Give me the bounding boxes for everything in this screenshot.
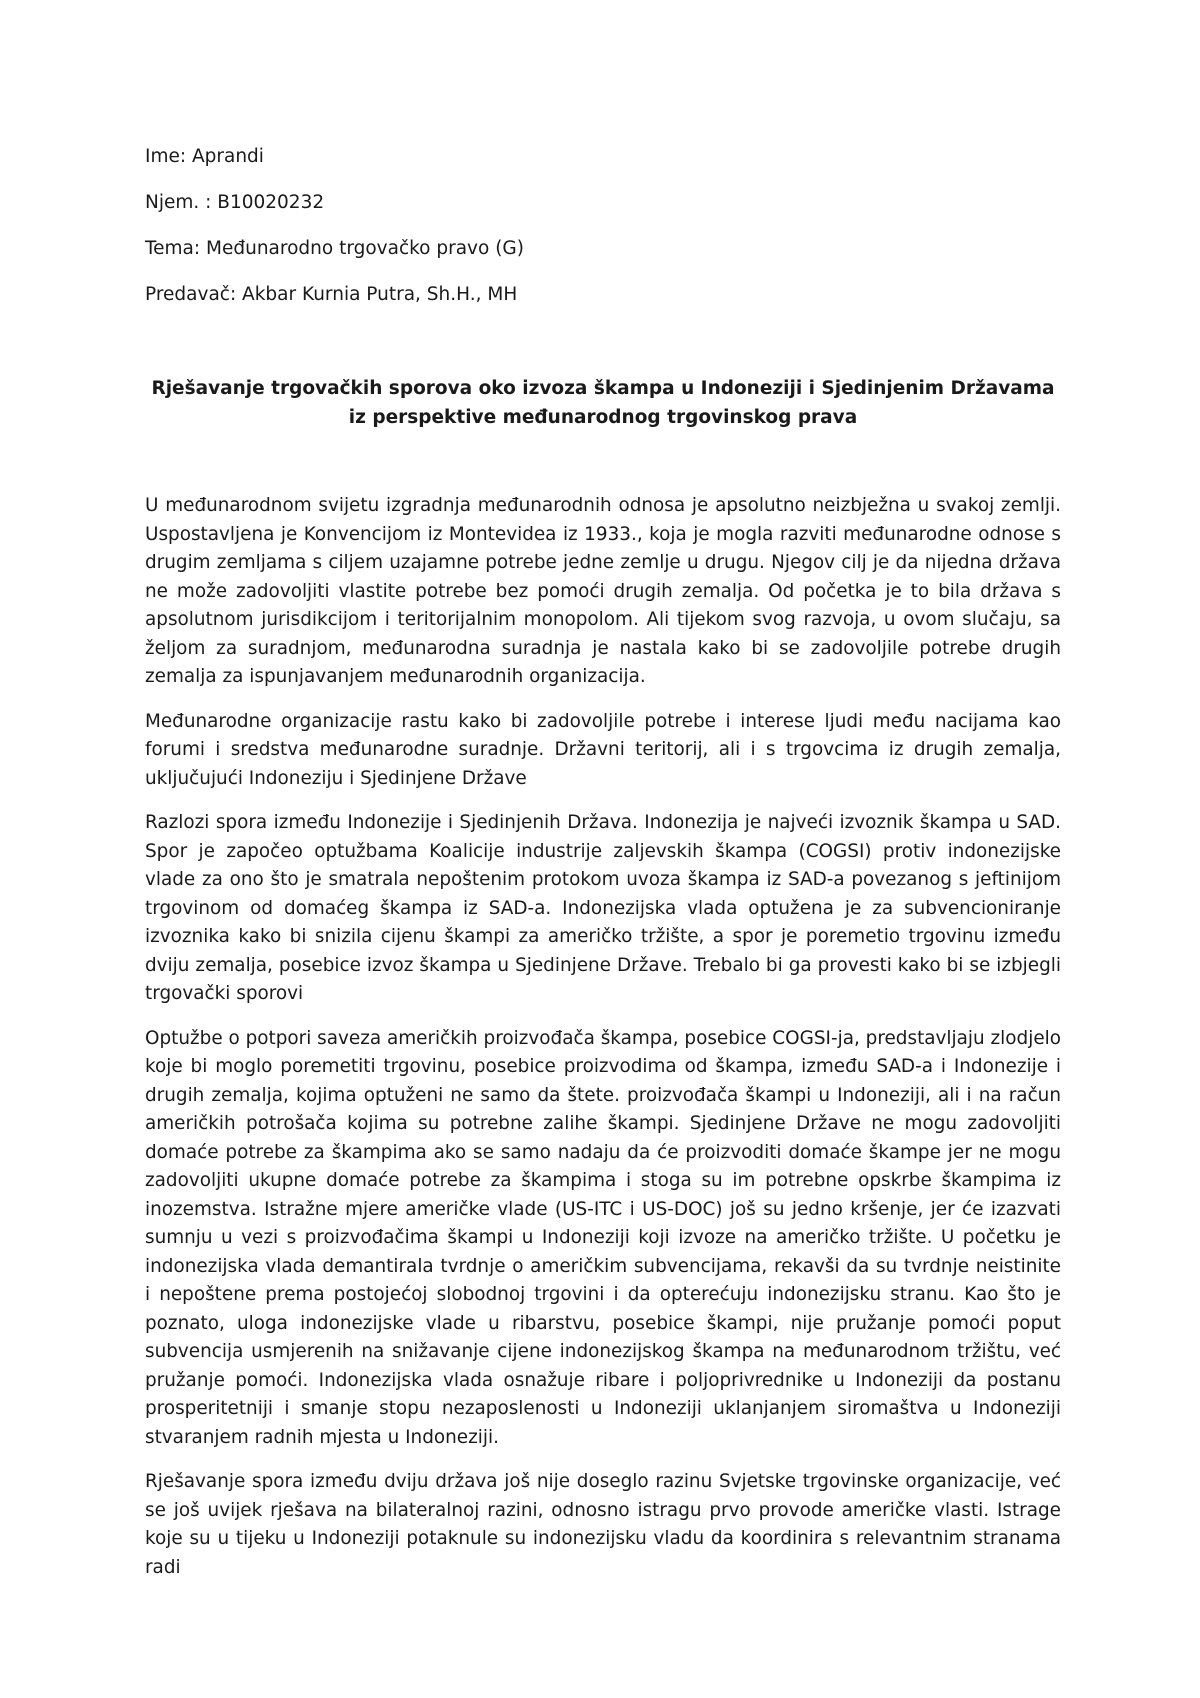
document-body (145, 492, 1061, 1582)
paragraph-5: Rješavanje spora između dviju država još nije doseglo razinu Svjetske trgovinske organizacije, već se još uvijek rješava na bilateralnoj razini, odnosno istragu prvo provode američke vlasti. Istrage koje su u tijeku u Indoneziji potaknule su indonezijsku vladu da koordinira s relevantnim stranama radi (145, 1471, 1061, 1578)
lecturer-line: Predavač: Akbar Kurnia Putra, Sh.H., MH (145, 284, 518, 305)
paragraph-1: U međunarodnom svijetu izgradnja međunarodnih odnosa je apsolutno neizbježna u svakoj zemlji. Uspostavljena je Konvencijom iz Montevidea iz 1933., koja je mogla razviti međunarodne odnose s drugim zemljama s ciljem uzajamne potrebe jedne zemlje u drugu. Njegov cilj je da nijedna država ne može zadovoljiti vlastite potrebe bez pomoći drugih zemalja. Od početka je to bila država s apsolutnom jurisdikcijom i teritorijalnim monopolom. Ali tijekom svog razvoja, u ovom slučaju, sa željom za suradnjom, međunarodna suradnja je nastala kako bi se zadovoljile potrebe drugih zemalja za ispunjavanjem međunarodnih organizacija. (145, 495, 1061, 687)
paragraph-4: Optužbe o potpori saveza američkih proizvođača škampa, posebice COGSI-ja, predstavljaju zlodjelo koje bi moglo poremetiti trgovinu, posebice proizvodima od škampa, između SAD-a i Indonezije i drugih zemalja, kojima optuženi ne samo da štete. proizvođača škampi u Indoneziji, ali i na račun američkih potrošača kojima su potrebne zalihe škampi. Sjedinjene Države ne mogu zadovoljiti domaće potrebe za škampima ako se samo nadaju da će proizvoditi domaće škampe jer ne mogu zadovoljiti ukupne domaće potrebe za škampima i stoga su im potrebne opskrbe škampima iz inozemstva. Istražne mjere američke vlade (US-ITC i US-DOC) još su jedno kršenje, jer će izazvati sumnju u vezi s proizvođačima škampi u Indoneziji koji izvoze na američko tržište. U početku je indonezijska vlada demantirala tvrdnje o američkim subvencijama, rekavši da su tvrdnje neistinite i nepoštene prema postojećoj slobodnoj trgovini i da opterećuju indonezijsku stranu. Kao što je poznato, uloga indonezijske vlade u ribarstvu, posebice škampi, nije pružanje pomoći poput subvencija usmjerenih na snižavanje cijene indonezijskog škampa na međunarodnom tržištu, već pružanje pomoći. Indonezijska vlada osnažuje ribare i poljoprivrednike u Indoneziji da postanu prosperitetniji i smanje stopu nezaposlenosti u Indoneziji uklanjanjem siromaštva u Indoneziji stvaranjem radnih mjesta u Indoneziji. (145, 1027, 1062, 1448)
student-info-header (145, 146, 1045, 330)
topic-line: Tema: Međunarodno trgovačko pravo (G) (145, 238, 524, 259)
student-name-line: Ime: Aprandi (145, 146, 264, 167)
paragraph-3: Razlozi spora između Indonezije i Sjedinjenih Država. Indonezija je najveći izvoznik škampa u SAD. Spor je započeo optužbama Koalicije industrije zaljevskih škampa (COGSI) protiv indonezijske vlade za ono što je smatrala nepoštenim protokom uvoza škampa iz SAD-a povezanog s jeftinijom trgovinom od domaćeg škampa iz SAD-a. Indonezijska vlada optužena je za subvencioniranje izvoznika kako bi snizila cijenu škampi za američko tržište, a spor je poremetio trgovinu između dviju zemalja, posebice izvoz škampa u Sjedinjene Države. Trebalo bi ga provesti kako bi se izbjegli trgovački sporovi (145, 812, 1061, 1004)
document-title: Rješavanje trgovačkih sporova oko izvoza škampa u Indoneziji i Sjedinjenim Državama iz perspektive međunarodnog trgovinskog prava (151, 378, 1055, 428)
student-id-line: Njem. : B10020232 (145, 192, 325, 213)
paragraph-2: Međunarodne organizacije rastu kako bi zadovoljile potrebe i interese ljudi među nacijama kao forumi i sredstva međunarodne suradnje. Državni teritorij, ali i s trgovcima iz drugih zemalja, uključujući Indoneziju i Sjedinjene Države (145, 710, 1061, 789)
